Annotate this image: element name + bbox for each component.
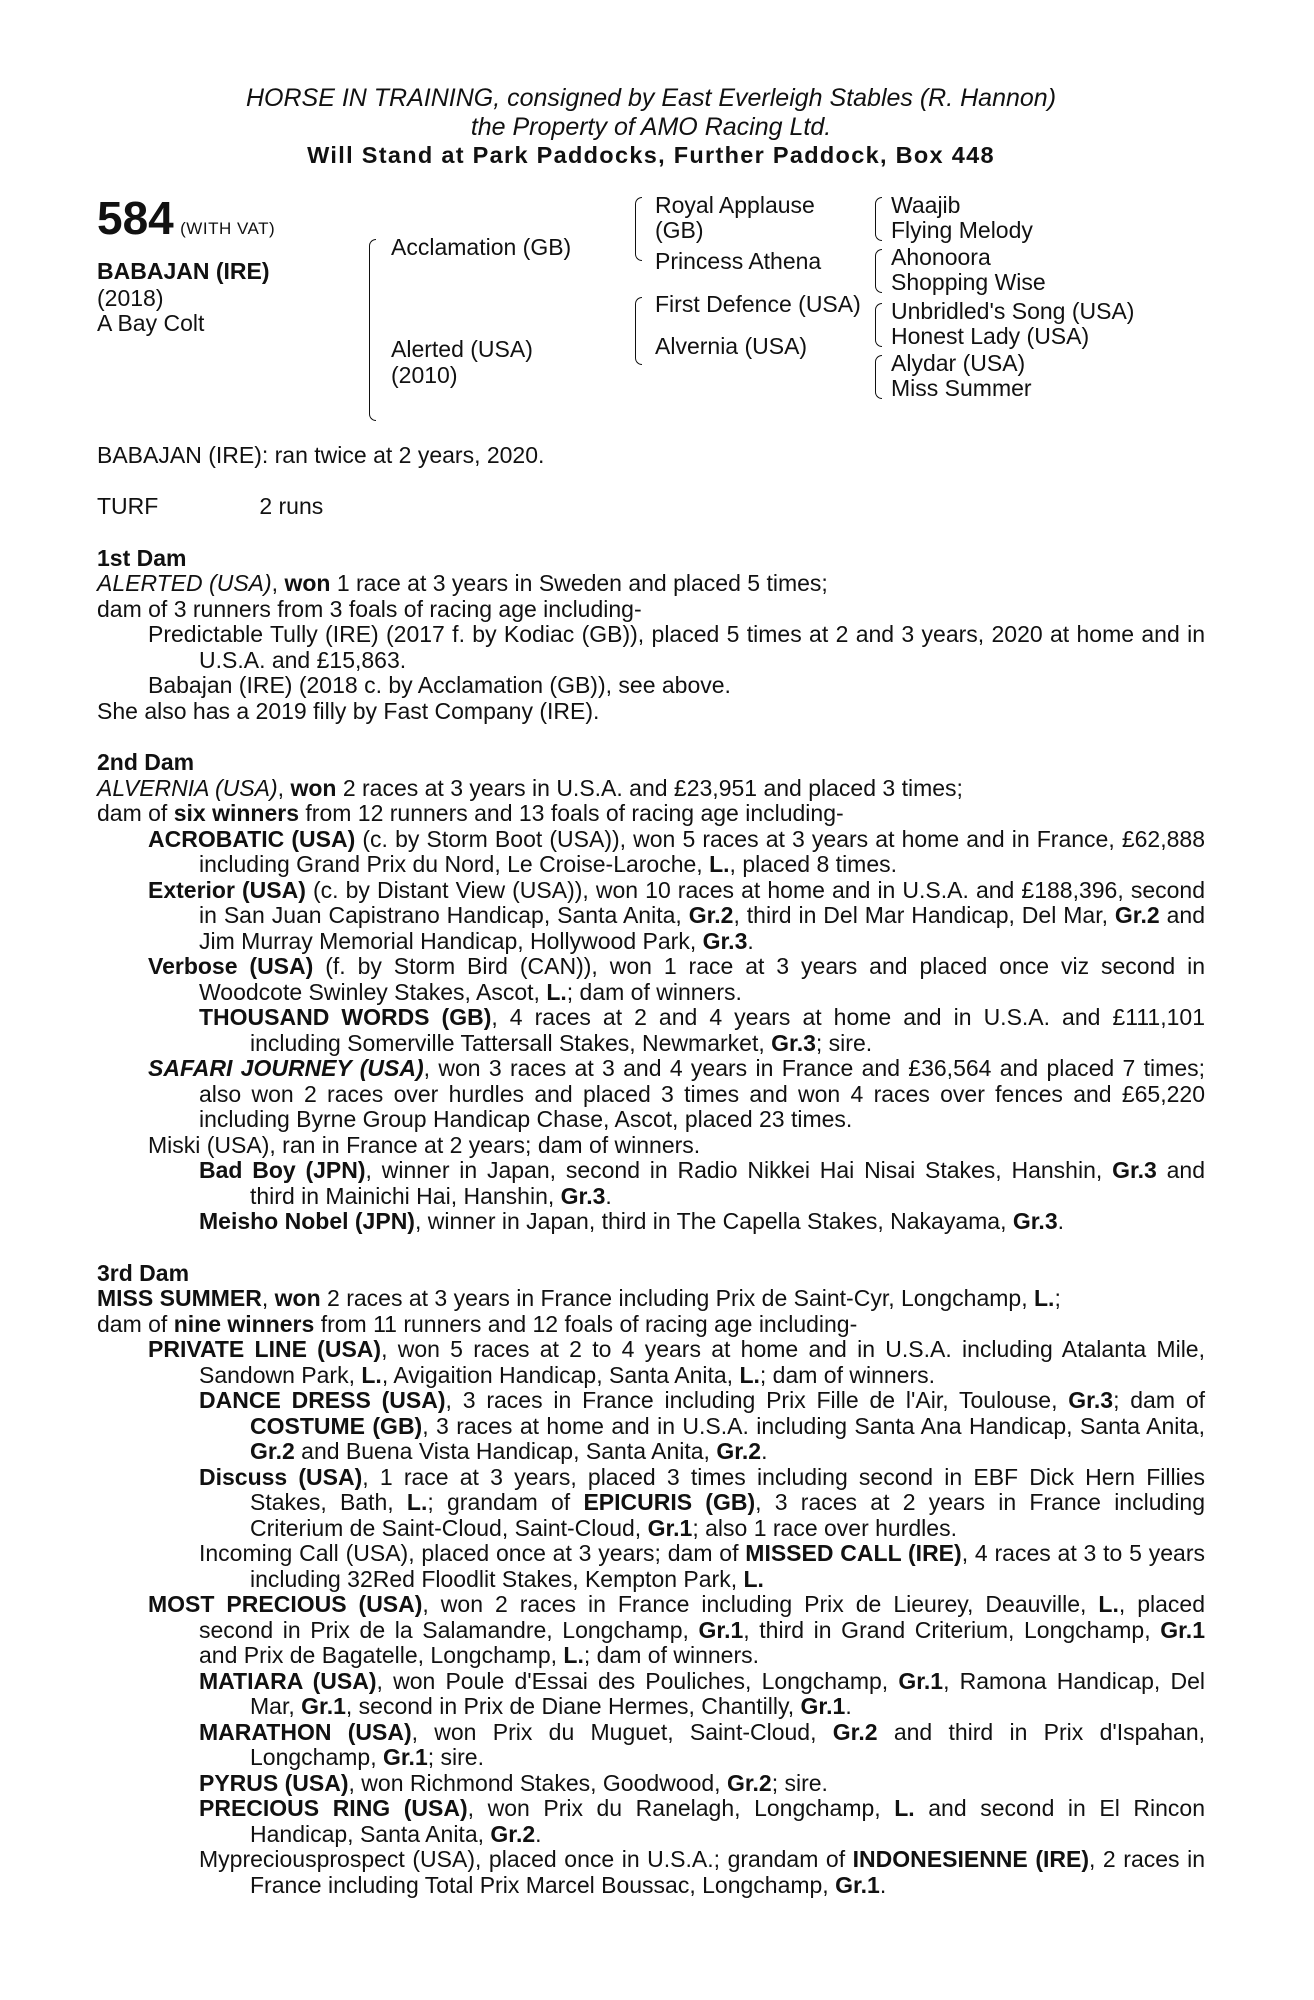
produce-entry: SAFARI JOURNEY (USA), won 3 races at 3 and 4 years in France and £36,564 and placed 7 times; also won 2 races over hurdles and placed 3 times and won 4 races over fences and £65,220 including Byrne Group Handicap Chase, Ascot, placed 23 times. [148, 1055, 1205, 1132]
grandsire-paternal: Royal Applause [655, 191, 815, 218]
pedigree-block [97, 193, 1205, 443]
dam2-line: ALVERNIA (USA), won 2 races at 3 years in U.S.A. and £23,951 and placed 3 times; [97, 774, 963, 801]
ggp-6: Honest Lady (USA) [891, 322, 1090, 349]
owner-line: the Property of AMO Racing Ltd. [470, 113, 832, 141]
race-summary: BABAJAN (IRE): ran twice at 2 years, 2020. [97, 441, 545, 468]
produce-entry: MARATHON (USA), won Prix du Muguet, Saint-Cloud, Gr.2 and third in Prix d'Ispahan, Longchamp, Gr.1; sire. [199, 1718, 1205, 1770]
pedigree-bracket [635, 297, 642, 365]
produce-entry: Exterior (USA) (c. by Distant View (USA)), won 10 races at home and in U.S.A. and £188,396, second in San Juan Capistrano Handicap, Santa Anita, Gr.2, third in Del Mar Handicap, Del Mar, Gr.2 and Jim Murray Memorial Handicap, Hollywood Park, Gr.3. [148, 876, 1205, 954]
dam-name: Alerted (USA) [391, 335, 533, 362]
ggp-4: Shopping Wise [891, 268, 1046, 295]
dam-year: (2010) [391, 361, 458, 388]
location-line: Will Stand at Park Paddocks, Further Paddock, Box 448 [307, 142, 995, 168]
granddam-paternal: Princess Athena [655, 247, 822, 274]
dam2-produce: dam of six winners from 12 runners and 13 foals of racing age including- [97, 800, 844, 826]
ggp-8: Miss Summer [891, 374, 1032, 401]
produce-entry: PRIVATE LINE (USA), won 5 races at 2 to 4 years at home and in U.S.A. including Atalanta Mile, Sandown Park, L., Avigaition Handicap, Santa Anita, L.; dam of winners. [148, 1336, 1205, 1388]
ggp-3: Ahonoora [891, 243, 991, 270]
produce-entry: Predictable Tully (IRE) (2017 f. by Kodiac (GB)), placed 5 times at 2 and 3 years, 2020 at home and in U.S.A. and £15,863. [148, 621, 1205, 673]
ggp-7: Alydar (USA) [891, 349, 1026, 376]
horse-year: (2018) [97, 284, 164, 311]
produce-entry: MOST PRECIOUS (USA), won 2 races in France including Prix de Lieurey, Deauville, L., placed second in Prix de la Salamandre, Longchamp, Gr.1, third in Grand Criterium, Longchamp, Gr.1 and Prix de Bagatelle, Longchamp, L.; dam of winners. [148, 1591, 1205, 1668]
dam3-line: MISS SUMMER, won 2 races at 3 years in France including Prix de Saint-Cyr, Longchamp, L.; [97, 1285, 1061, 1311]
dam1-note: She also has a 2019 filly by Fast Company (IRE). [97, 697, 600, 724]
catalogue-page [97, 84, 1205, 1898]
produce-entry: THOUSAND WORDS (GB), 4 races at 2 and 4 years at home and in U.S.A. and £111,101 including Somerville Tattersall Stakes, Newmarket, Gr.3; sire. [199, 1004, 1205, 1056]
horse-name: BABAJAN (IRE) [97, 257, 270, 284]
sire-name: Acclamation (GB) [391, 233, 572, 260]
ggp-2: Flying Melody [891, 216, 1033, 243]
dam1-produce: dam of 3 runners from 3 foals of racing age including- [97, 595, 642, 622]
dam3-produce: dam of nine winners from 11 runners and 12 foals of racing age including- [97, 1310, 858, 1337]
produce-entry: Bad Boy (JPN), winner in Japan, second in Radio Nikkei Hai Nisai Stakes, Hanshin, Gr.3 and third in Mainichi Hai, Hanshin, Gr.3. [199, 1157, 1205, 1209]
dam2-heading: 2nd Dam [97, 749, 195, 775]
grandsire-paternal-country: (GB) [655, 216, 704, 243]
produce-entry: Mypreciousprospect (USA), placed once in U.S.A.; grandam of INDONESIENNE (IRE), 2 races in France including Total Prix Marcel Boussac, Longchamp, Gr.1. [199, 1846, 1205, 1898]
produce-entry: PRECIOUS RING (USA), won Prix du Ranelagh, Longchamp, L. and second in El Rincon Handicap, Santa Anita, Gr.2. [199, 1795, 1205, 1847]
ggp-1: Waajib [891, 191, 961, 218]
lot-header [97, 193, 275, 243]
vat-note: (WITH VAT) [180, 218, 276, 238]
produce-entry: ACROBATIC (USA) (c. by Storm Boot (USA)), won 5 races at 3 years at home and in France, £62,888 including Grand Prix du Nord, Le Croise-Laroche, L., placed 8 times. [148, 825, 1205, 877]
granddam-maternal: Alvernia (USA) [655, 332, 808, 359]
produce-entry: Miski (USA), ran in France at 2 years; dam of winners. [148, 1131, 701, 1158]
pedigree-bracket [875, 197, 882, 241]
produce-entry: DANCE DRESS (USA), 3 races in France including Prix Fille de l'Air, Toulouse, Gr.3; dam of COSTUME (GB), 3 races at home and in U.S.A. including Santa Ana Handicap, Santa Anita, Gr.2 and Buena Vista Handicap, Santa Anita, Gr.2. [199, 1387, 1205, 1464]
produce-entry: Meisho Nobel (JPN), winner in Japan, third in The Capella Stakes, Nakayama, Gr.3. [199, 1208, 1065, 1234]
pedigree-bracket [875, 303, 882, 347]
consignor-line: HORSE IN TRAINING, consigned by East Everleigh Stables (R. Hannon) [245, 84, 1057, 112]
grandsire-maternal: First Defence (USA) [655, 290, 861, 317]
dam3-heading: 3rd Dam [97, 1259, 190, 1286]
pedigree-bracket [875, 249, 882, 293]
produce-entry: Babajan (IRE) (2018 c. by Acclamation (GB)), see above. [148, 672, 731, 698]
pedigree-bracket [875, 355, 882, 399]
produce-entry: MATIARA (USA), won Poule d'Essai des Pouliches, Longchamp, Gr.1, Ramona Handicap, Del Mar, Gr.1, second in Prix de Diane Hermes, Chantilly, Gr.1. [199, 1667, 1205, 1719]
horse-description: A Bay Colt [97, 309, 205, 336]
produce-entry: Discuss (USA), 1 race at 3 years, placed 3 times including second in EBF Dick Hern Fillies Stakes, Bath, L.; grandam of EPICURIS (GB), 3 races at 2 years in France including Criterium de Saint-Cloud, Saint-Cloud, Gr.1; also 1 race over hurdles. [199, 1463, 1205, 1541]
ggp-5: Unbridled's Song (USA) [891, 297, 1135, 324]
dam1-line: ALERTED (USA), won 1 race at 3 years in Sweden and placed 5 times; [97, 570, 828, 596]
pedigree-bracket [635, 197, 642, 261]
produce-entry: Verbose (USA) (f. by Storm Bird (CAN)), won 1 race at 3 years and placed once viz second in Woodcote Swinley Stakes, Ascot, L.; dam of winners. [148, 953, 1205, 1005]
dam1-heading: 1st Dam [97, 544, 187, 571]
pedigree-bracket [369, 239, 376, 421]
lot-number: 584 [97, 191, 174, 244]
produce-entry: Incoming Call (USA), placed once at 3 years; dam of MISSED CALL (IRE), 4 races at 3 to 5 years including 32Red Floodlit Stakes, Kempton Park, L. [199, 1540, 1206, 1592]
turf-record: TURF 2 runs [97, 493, 324, 519]
produce-entry: PYRUS (USA), won Richmond Stakes, Goodwood, Gr.2; sire. [199, 1769, 828, 1796]
